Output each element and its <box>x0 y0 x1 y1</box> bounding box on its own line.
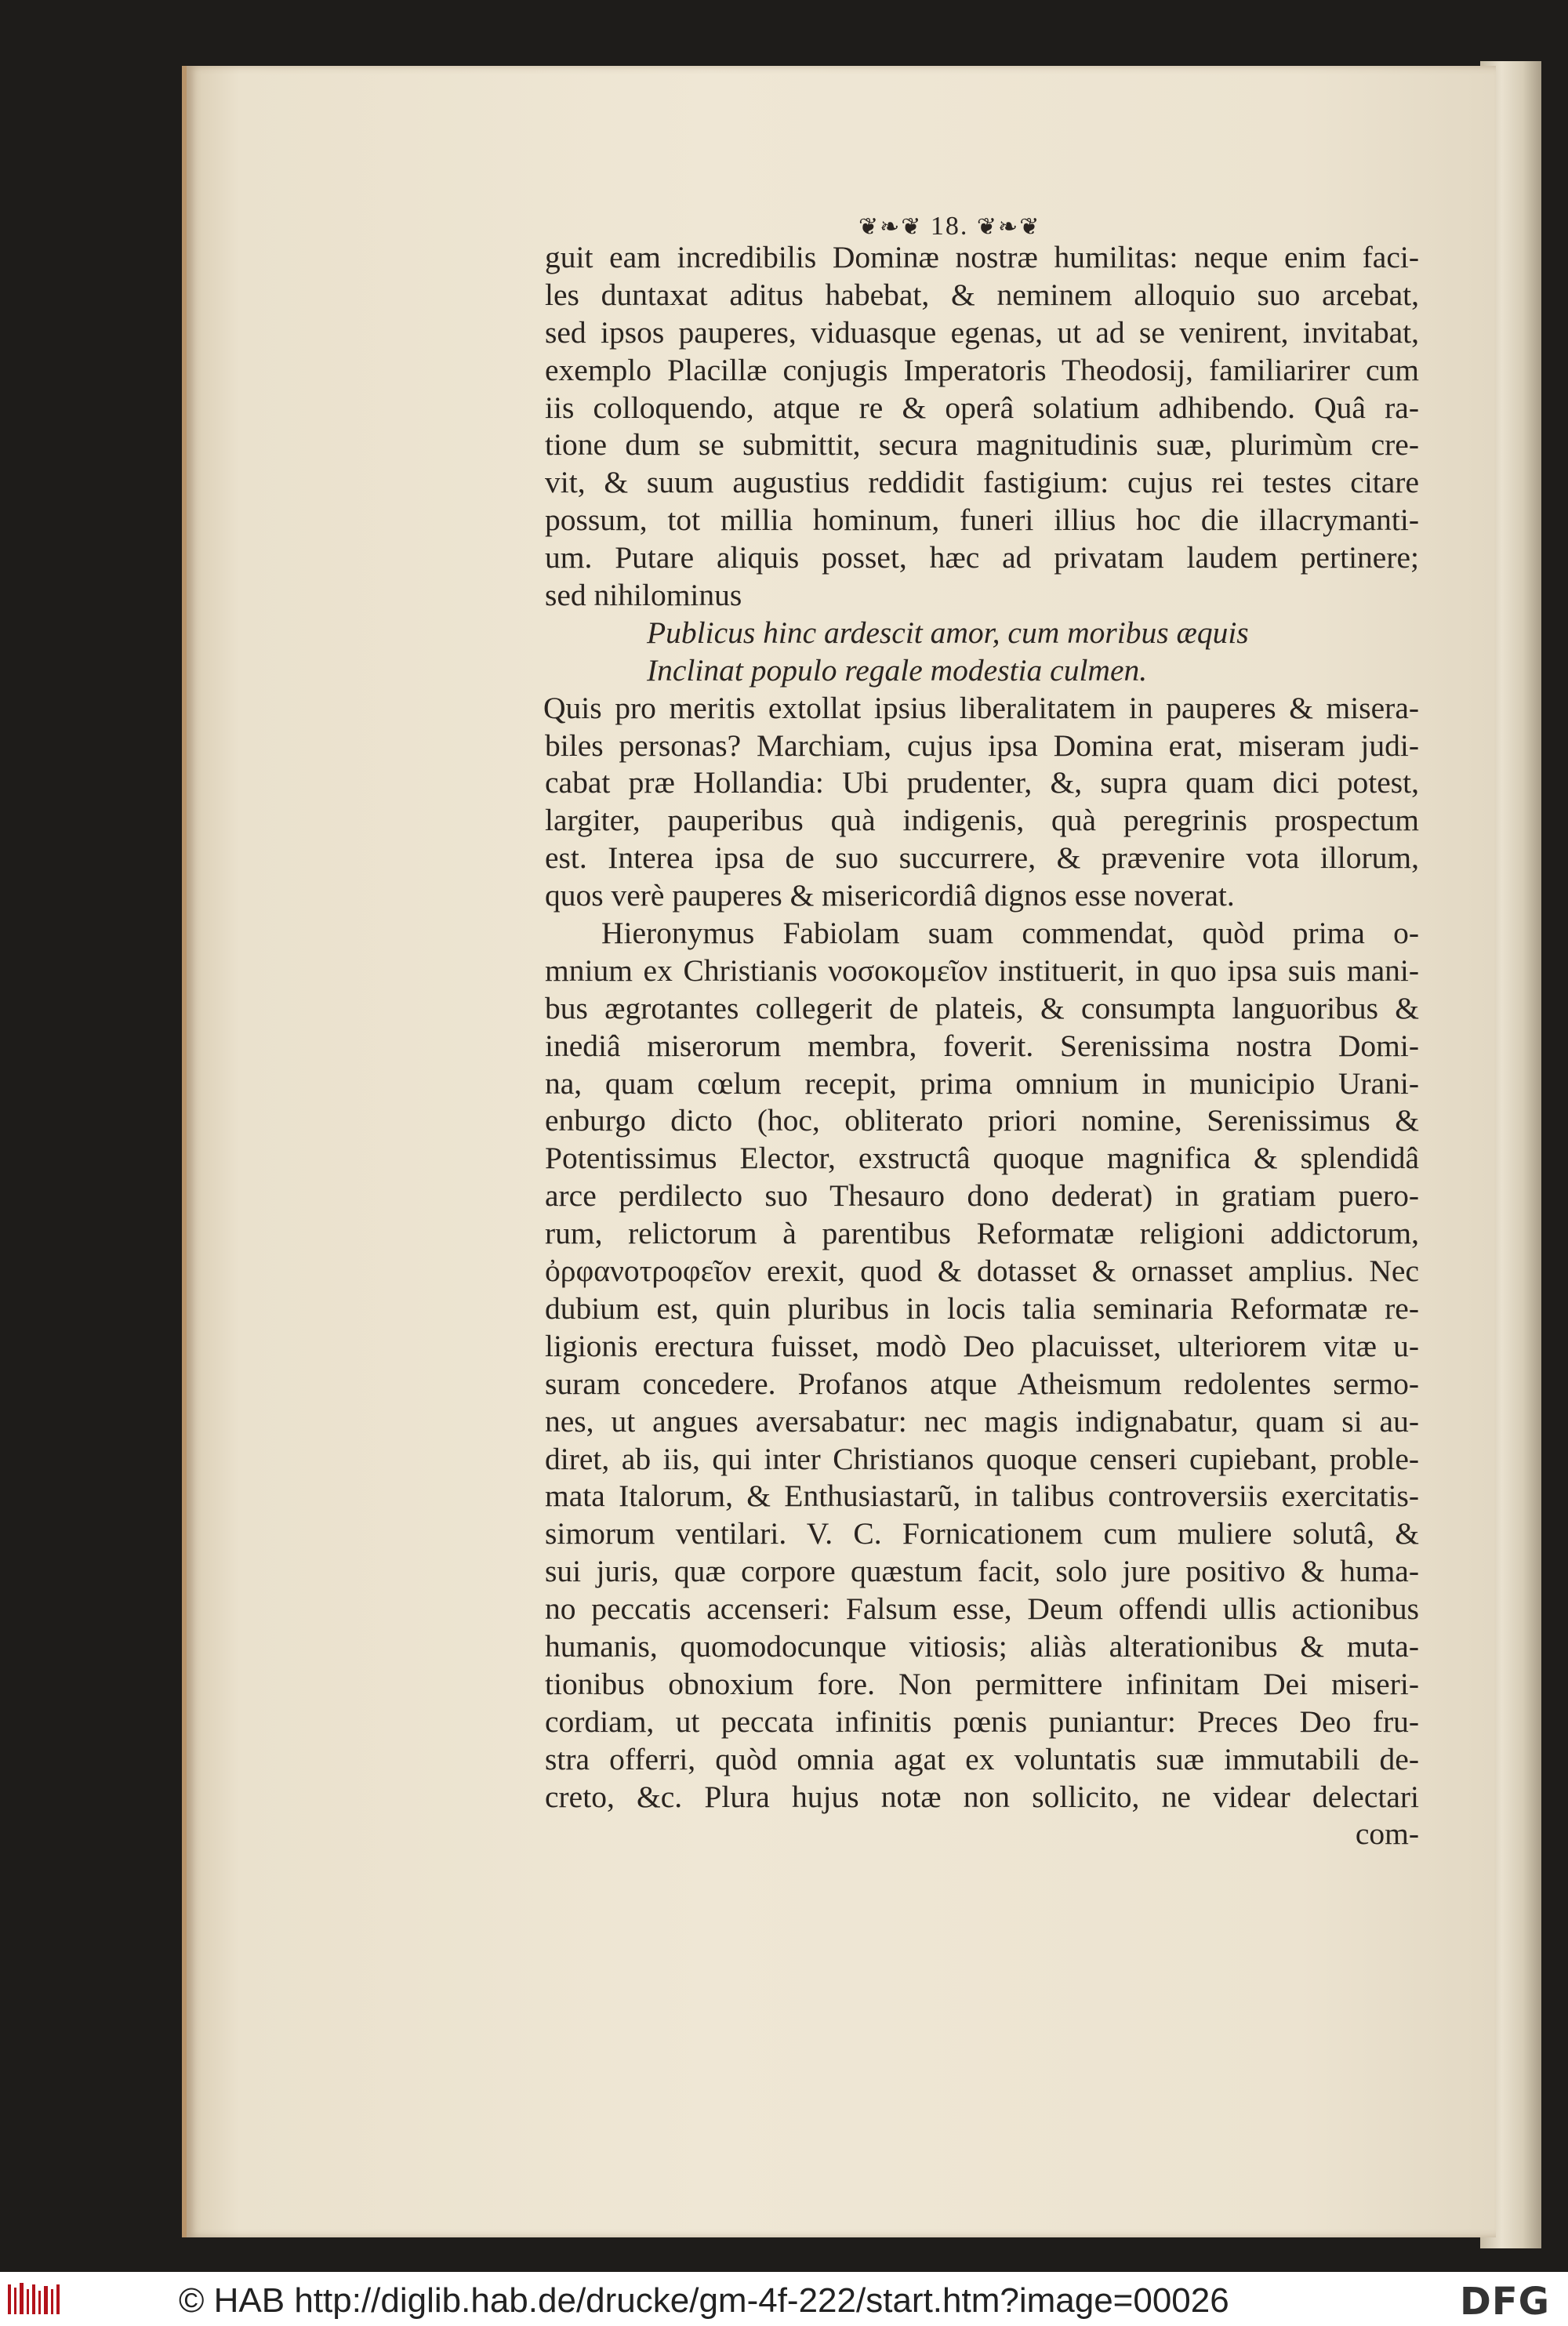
text-line: vit, & suum augustius reddidit fastigium: cujus rei testes citare <box>545 465 1419 500</box>
dfg-logo: DFG <box>1460 2280 1551 2324</box>
text-line: na, quam cœlum recepit, prima omnium in municipio Urani- <box>545 1065 1419 1101</box>
text-line: simorum ventilari. V. C. Fornicationem cum muliere solutâ, & <box>545 1516 1419 1551</box>
text-line: largiter, pauperibus quà indigenis, quà peregrinis prospectum <box>545 803 1419 838</box>
text-line: possum, tot millia hominum, funeri illius hoc die illacrymanti- <box>545 503 1419 538</box>
text-line: bus ægrotantes collegerit de plateis, & consumpta languoribus & <box>545 990 1419 1025</box>
text-line: dubium est, quin pluribus in locis talia seminaria Reformatæ re- <box>545 1290 1419 1326</box>
text-line: quos verè pauperes & misericordiâ dignos esse noverat. <box>545 878 1235 913</box>
text-line: nes, ut angues aversabatur: nec magis indignabatur, quam si au- <box>545 1403 1419 1439</box>
text-line: enburgo dicto (hoc, obliterato priori nomine, Serenissimus & <box>545 1103 1419 1138</box>
text-line: cordiam, ut peccata infinitis pœnis puniantur: Preces Deo fru- <box>545 1704 1419 1739</box>
text-line: stra offerri, quòd omnia agat ex voluntatis suæ immutabili de- <box>545 1741 1419 1776</box>
catchword: com- <box>1355 1816 1419 1852</box>
viewer-footer <box>0 2272 1568 2326</box>
text-line: sed nihilominus <box>545 578 742 613</box>
text-line: Hieronymus Fabiolam suam commendat, quòd prima o- <box>601 916 1419 951</box>
page-number: 18. <box>930 212 969 241</box>
text-line: suram concedere. Profanos atque Atheismum redolentes sermo- <box>545 1366 1419 1401</box>
text-line: mata Italorum, & Enthusiastarũ, in talibus controversiis exercitatis- <box>545 1479 1419 1514</box>
text-line: ὀρφανοτροφεῖον erexit, quod & dotasset & ornasset amplius. Nec <box>545 1254 1419 1289</box>
text-line: rum, relictorum à parentibus Reformatæ religioni addictorum, <box>545 1216 1419 1251</box>
page-body-text <box>545 239 1419 1853</box>
text-line: biles personas? Marchiam, cujus ipsa Domina erat, miseram judi- <box>545 728 1419 763</box>
ornament-right-icon: ❦❧❦ <box>976 214 1041 240</box>
text-line: Quis pro meritis extollat ipsius liberalitatem in pauperes & misera- <box>543 690 1419 725</box>
text-line: inediâ miserorum membra, foverit. Serenissima nostra Domi- <box>545 1028 1419 1063</box>
text-line: no peccatis accenseri: Falsum esse, Deum offendi ullis actionibus <box>545 1591 1419 1627</box>
source-link[interactable]: © HAB http://diglib.hab.de/drucke/gm-4f-222/start.htm?image=00026 <box>179 2281 1229 2320</box>
text-line: Potentissimus Elector, exstructâ quoque magnifica & splendidâ <box>545 1141 1419 1176</box>
text-line: tionibus obnoxium fore. Non permittere infinitam Dei miseri- <box>545 1666 1419 1701</box>
text-line: diret, ab iis, qui inter Christianos quoque censeri cupiebant, proble- <box>545 1441 1419 1476</box>
text-line: um. Putare aliquis posset, hæc ad privatam laudem pertinere; <box>545 540 1419 575</box>
text-line: est. Interea ipsa de suo succurrere, & prævenire vota illorum, <box>545 840 1419 876</box>
text-line: cabat præ Hollandia: Ubi prudenter, &, supra quam dici potest, <box>545 765 1419 800</box>
text-line: exemplo Placillæ conjugis Imperatoris Theodosij, familiarirer cum <box>545 352 1419 387</box>
text-line: arce perdilecto suo Thesauro dono dederat) in gratiam puero- <box>545 1178 1419 1214</box>
text-line: iis colloquendo, atque re & operâ solatium adhibendo. Quâ ra- <box>545 390 1419 425</box>
text-line: sed ipsos pauperes, viduasque egenas, ut ad se venirent, invitabat, <box>545 314 1419 350</box>
text-line: humanis, quomodocunque vitiosis; aliàs alterationibus & muta- <box>545 1628 1419 1664</box>
text-line: tione dum se submittit, secura magnitudinis suæ, plurimùm cre- <box>545 427 1419 463</box>
text-line: les duntaxat aditus habebat, & neminem alloquio suo arcebat, <box>545 277 1419 312</box>
text-line: mnium ex Christianis νοσοκομεῖον instituerit, in quo ipsa suis mani- <box>545 953 1419 988</box>
text-line: creto, &c. Plura hujus notæ non sollicito, ne videar delectari <box>545 1779 1419 1814</box>
text-line: sui juris, quæ corpore quæstum facit, solo jure positivo & huma- <box>545 1554 1419 1589</box>
ornament-left-icon: ❦❧❦ <box>858 214 923 240</box>
text-line: ligionis erectura fuisset, modò Deo placuisset, ulteriorem vitæ u- <box>545 1328 1419 1363</box>
hab-barcode-icon <box>6 2281 63 2317</box>
verse-line: Publicus hinc ardescit amor, cum moribus æquis <box>647 615 1249 650</box>
page-header <box>858 212 1040 241</box>
verse-line: Inclinat populo regale modestia culmen. <box>647 652 1148 688</box>
text-line: guit eam incredibilis Dominæ nostræ humilitas: neque enim faci- <box>545 240 1419 274</box>
